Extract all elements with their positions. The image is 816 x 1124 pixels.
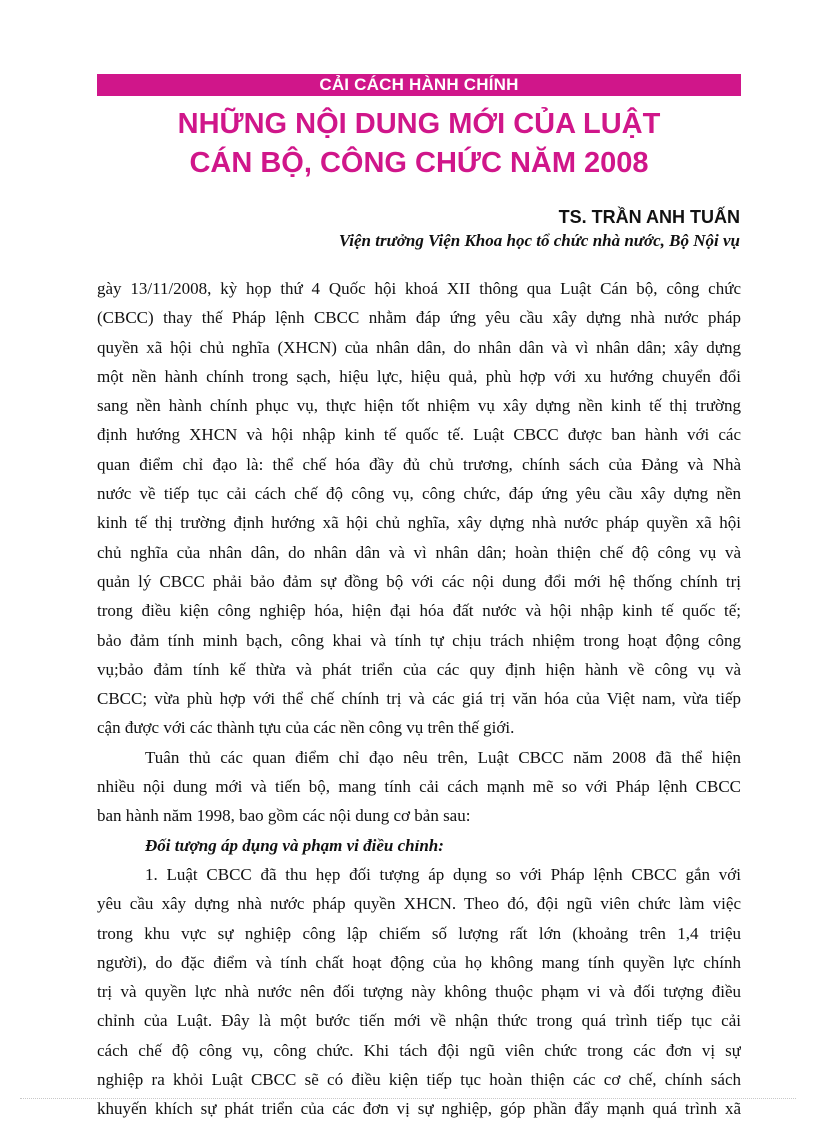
body-line: vụ;bảo đảm tính kế thừa và phát triển của các quy định hiện hành về công vụ và — [97, 659, 741, 679]
body-line: gày 13/11/2008, kỳ họp thứ 4 Quốc hội khoá XII thông qua Luật Cán bộ, công chức — [97, 279, 741, 298]
author-name: TS. TRẦN ANH TUẤN — [558, 207, 740, 227]
body-line: người), do đặc điểm và tính chất hoạt động của họ không mang tính quyền lực chính — [97, 952, 741, 972]
body-line: 1. Luật CBCC đã thu hẹp đối tượng áp dụng so với Pháp lệnh CBCC gắn với — [145, 864, 741, 884]
body-line: kinh tế thị trường định hướng xã hội chủ nghĩa, xây dựng nhà nước pháp quyền xã hội — [97, 513, 741, 533]
body-line: bảo đảm tính minh bạch, công khai và tính tự chịu trách nhiệm trong hoạt động công — [97, 630, 741, 650]
body-line: CBCC; vừa phù hợp với thể chế chính trị và các giá trị văn hóa của Việt nam, vừa tiếp — [97, 689, 741, 709]
body-line: sang nền hành chính phục vụ, thực hiện tốt nhiệm vụ xây dựng nền kinh tế thị trường — [97, 396, 741, 416]
body-line: (CBCC) thay thế Pháp lệnh CBCC nhằm đáp ứng yêu cầu xây dựng nhà nước pháp — [97, 308, 741, 328]
article-body — [97, 274, 741, 1124]
body-line: nghiệp ra khỏi Luật CBCC sẽ có điều kiện tiếp tục hoàn thiện các cơ chế, chính sách — [97, 1070, 741, 1090]
body-line: nước về tiếp tục cải cách chế độ công vụ, công chức, đáp ứng yêu cầu xây dựng nền — [97, 484, 741, 504]
page-bottom-rule — [20, 1098, 796, 1099]
body-line: Tuân thủ các quan điểm chỉ đạo nêu trên, Luật CBCC năm 2008 đã thể hiện — [145, 747, 741, 767]
section-banner: CẢI CÁCH HÀNH CHÍNH — [97, 74, 741, 96]
body-line: yêu cầu xây dựng nhà nước pháp quyền XHCN. Theo đó, đội ngũ viên chức làm việc — [97, 894, 741, 914]
body-line: chỉnh của Luật. Đây là một bước tiến mới về nhận thức trong quá trình tiếp tục cải — [97, 1011, 741, 1031]
body-line: cách chế độ công vụ, công chức. Khi tách đội ngũ viên chức trong các đơn vị sự — [97, 1040, 741, 1060]
body-line: chủ nghĩa của nhân dân, do nhân dân và vì nhân dân; hoàn thiện chế độ công vụ và — [97, 542, 741, 562]
body-line: quan điểm chỉ đạo là: thể chế hóa đầy đủ chủ trương, chính sách của Đảng và Nhà — [97, 454, 741, 474]
section-heading: Đối tượng áp dụng và phạm vi điều chỉnh: — [145, 835, 444, 855]
body-line: trị và quyền lực nhà nước nên đối tượng này không thuộc phạm vi và đối tượng điều — [97, 982, 741, 1002]
body-line: một nền hành chính trong sạch, hiệu lực, hiệu quả, phù hợp với xu hướng chuyển đổi — [97, 366, 741, 386]
body-line: trong điều kiện công nghiệp hóa, hiện đại hóa đất nước và hội nhập kinh tế quốc tế; — [97, 601, 741, 621]
body-line: định hướng XHCN và hội nhập kinh tế quốc tế. Luật CBCC được ban hành với các — [97, 425, 741, 445]
article-title-line-1: NHỮNG NỘI DUNG MỚI CỦA LUẬT — [177, 108, 661, 140]
author-role: Viện trưởng Viện Khoa học tổ chức nhà nước, Bộ Nội vụ — [338, 231, 740, 250]
body-line: quản lý CBCC phải bảo đảm sự đồng bộ với các nội dung đổi mới hệ thống chính trị — [97, 571, 741, 591]
body-line: cận được với các thành tựu của các nền công vụ trên thế giới. — [97, 718, 515, 738]
body-line: quyền xã hội chủ nghĩa (XHCN) của nhân dân, do nhân dân và vì nhân dân; xây dựng — [97, 337, 741, 357]
body-line: ban hành năm 1998, bao gồm các nội dung cơ bản sau: — [97, 806, 471, 826]
body-line: trong khu vực sự nghiệp công lập chiếm số lượng rất lớn (khoảng trên 1,4 triệu — [97, 923, 741, 943]
body-line: khuyến khích sự phát triển của các đơn vị sự nghiệp, góp phần đẩy mạnh quá trình xã — [97, 1099, 741, 1119]
body-line: nhiều nội dung mới và tiến bộ, mang tính cải cách mạnh mẽ so với Pháp lệnh CBCC — [97, 777, 741, 797]
article-title-line-2: CÁN BỘ, CÔNG CHỨC NĂM 2008 — [189, 147, 649, 179]
